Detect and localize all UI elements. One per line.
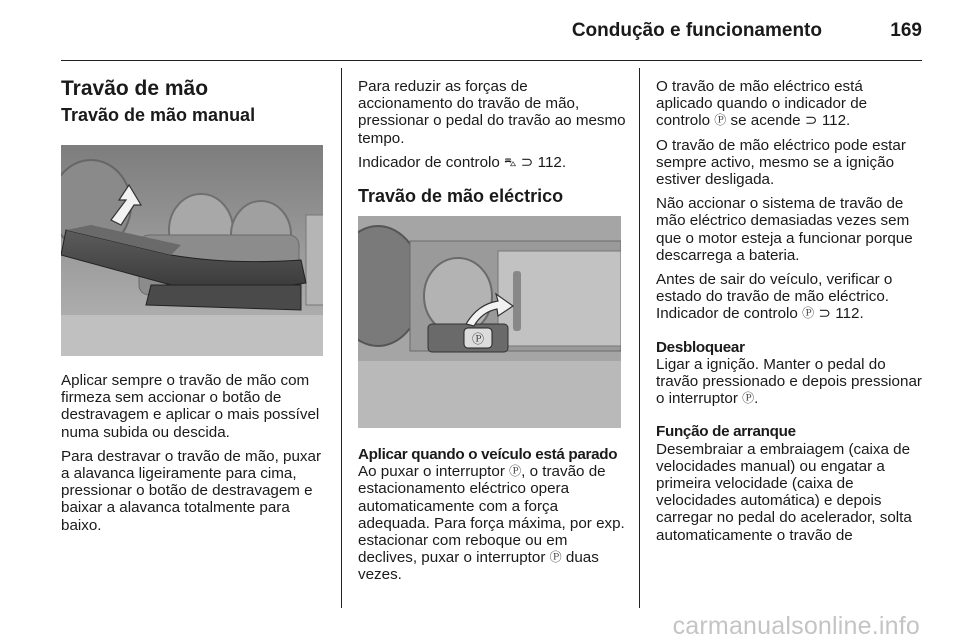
paragraph-text: Antes de sair do veículo, verificar o estado do travão de mão eléctrico. Indicador de controlo — [656, 271, 893, 323]
paragraph-text: Indicador de controlo — [358, 153, 500, 171]
subheading-unlock: Desbloquear — [656, 338, 745, 356]
paragraph: Não accionar o sistema de travão de mão eléctrico demasiadas vezes sem que o motor esteja a funcionar porque descarrega a bateria. — [656, 195, 913, 264]
page-number: 169 — [890, 20, 922, 41]
paragraph — [656, 78, 922, 130]
column-1 — [61, 77, 326, 126]
paragraph-text: O travão de mão eléctrico está aplicado quando o indicador de controlo — [656, 78, 868, 130]
subsection-heading: Travão de mão manual — [61, 105, 256, 126]
page-reference: 112. — [821, 112, 851, 130]
paragraph-text: se acende — [730, 112, 801, 130]
page-reference-arrow-icon: ⊃ — [804, 112, 818, 130]
page-reference-arrow-icon: ⊃ — [520, 153, 534, 171]
paragraph: Para destravar o travão de mão, puxar a alavanca ligeiramente para cima, pressionar o botão de destravagem e baixar a alavanca totalmente para baixo. — [61, 447, 322, 534]
column-divider-2 — [639, 68, 640, 608]
paragraph — [358, 154, 626, 171]
column-3 — [656, 78, 922, 551]
paragraph-text: duas vezes. — [358, 549, 599, 584]
paragraph — [656, 271, 922, 323]
parking-brake-indicator-icon: Ⓟ — [802, 306, 815, 321]
column-1-body — [61, 372, 329, 541]
parking-brake-switch-icon: Ⓟ — [509, 464, 522, 479]
parking-brake-switch-icon: Ⓟ — [549, 550, 562, 565]
section-heading: Travão de mão — [61, 77, 209, 100]
column-2 — [358, 78, 626, 205]
header-divider — [61, 60, 922, 61]
electric-handbrake-photo — [358, 216, 621, 428]
column-2-body — [358, 446, 626, 591]
parking-brake-indicator-icon: Ⓟ — [714, 113, 727, 128]
page-reference: 112. — [835, 305, 864, 323]
paragraph-text: Ligar a ignição. Manter o pedal do travão pressionado e depois pressionar o interruptor — [656, 355, 922, 408]
manual-handbrake-photo — [61, 145, 323, 356]
page-reference-arrow-icon: ⊃ — [818, 305, 832, 323]
watermark: carmanualsonline.info — [672, 612, 920, 640]
svg-text:Ⓟ: Ⓟ — [471, 332, 485, 346]
paragraph: O travão de mão eléctrico pode estar sempre activo, mesmo se a ignição estiver desligada. — [656, 136, 906, 189]
paragraph-text: Ao puxar o interruptor — [358, 463, 505, 481]
paragraph: Para reduzir as forças de accionamento do travão de mão, pressionar o pedal do travão ao mesmo tempo. — [358, 78, 626, 147]
page-reference: 112. — [537, 153, 567, 171]
parking-brake-switch-icon: Ⓟ — [742, 391, 755, 406]
subheading-apply-stationary: Aplicar quando o veículo está parado — [358, 446, 618, 463]
paragraph — [656, 356, 922, 408]
subheading-start-function: Função de arranque — [656, 423, 796, 441]
column-divider-1 — [341, 68, 342, 608]
subsection-heading: Travão de mão eléctrico — [358, 186, 564, 207]
paragraph: Aplicar sempre o travão de mão com firmeza sem accionar o botão de destravagem e aplicar o mais possível numa subida ou descida. — [61, 372, 320, 441]
handbrake-warning-icon: ⛍ — [504, 154, 517, 169]
running-header-title: Condução e funcionamento — [571, 20, 822, 41]
paragraph: Desembraiar a embraiagem (caixa de velocidades manual) ou engatar a primeira velocidade (caixa de velocidades automática) e depois carregar no pedal do acelerador, solta automaticamente o travão de — [656, 440, 912, 544]
paragraph — [358, 463, 626, 583]
paragraph-text: . — [754, 390, 759, 408]
paragraph-text: , o travão de estacionamento eléctrico opera automaticamente com a força adequada. Para força máxima, por exp. estacionar com reboque ou em declives, puxar o interruptor — [358, 463, 625, 567]
